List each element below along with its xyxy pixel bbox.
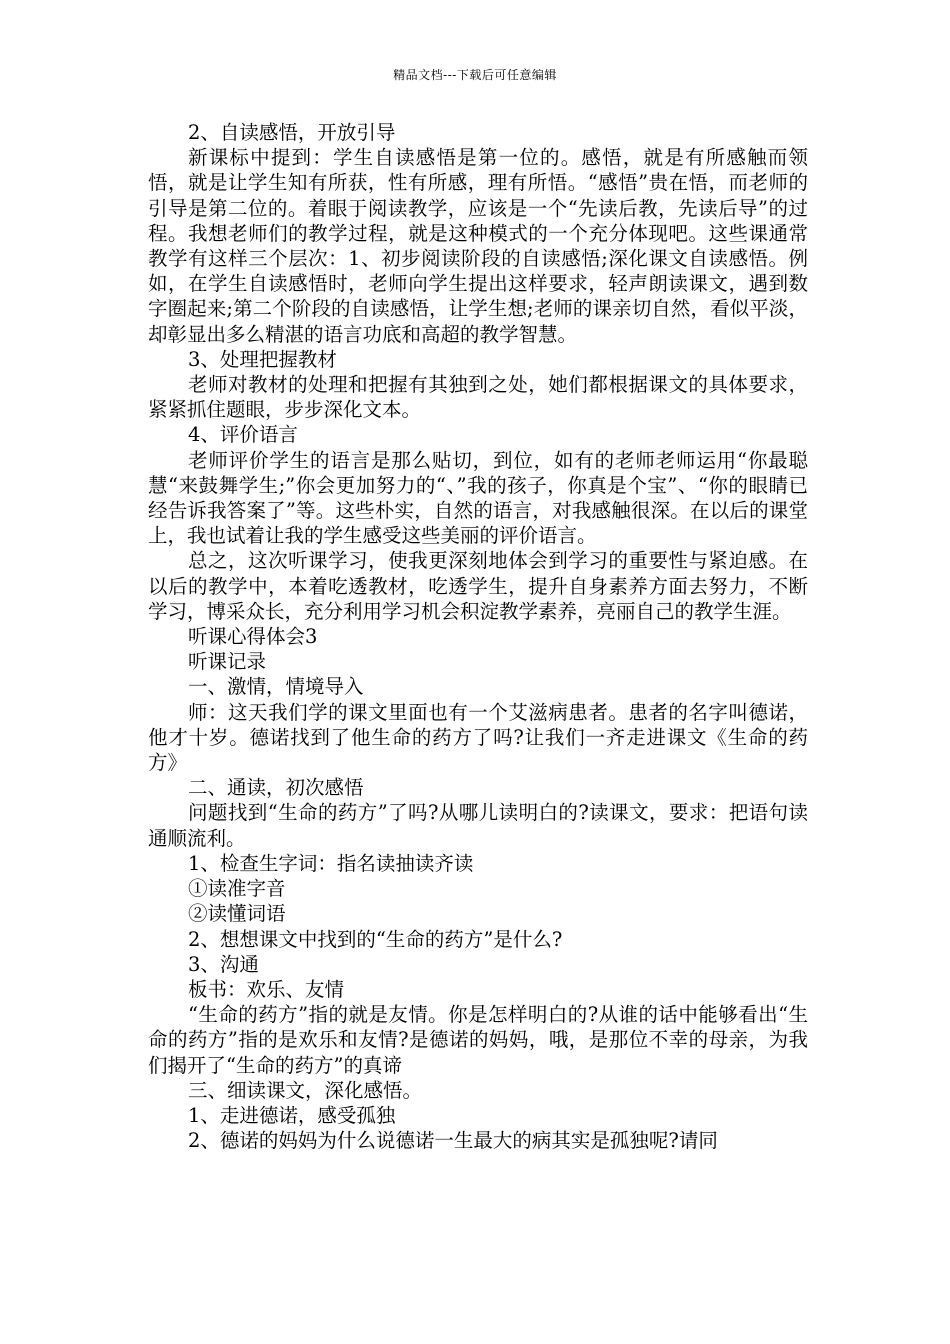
paragraph: 二、通读，初次感悟	[188, 776, 364, 800]
section-title: 听课心得体会3	[188, 625, 318, 649]
paragraph: 老师对教材的处理和把握有其独到之处，她们都根据课文的具体要求，紧紧抓住题眼，步步深化文本。	[148, 373, 808, 422]
paragraph: 听课记录	[188, 650, 267, 674]
page-header: 精品文档---下载后可任意编辑	[393, 68, 557, 82]
paragraph: ①读准字音	[188, 877, 286, 901]
paragraph: 4、评价语言	[188, 423, 298, 447]
paragraph: 师：这天我们学的课文里面也有一个艾滋病患者。患者的名字叫德诺，他才十岁。德诺找到了他生命的药方了吗?让我们一齐走进课文《生命的药方》	[148, 700, 808, 775]
paragraph: 新课标中提到：学生自读感悟是第一位的。感悟，就是有所感触而领悟，就是让学生知有所获，性有所感，理有所悟。“感悟”贵在悟，而老师的引导是第二位的。着眼于阅读教学，应该是一个“先读后教，先读后导”的过程。我想老师们的教学过程，就是这种模式的一个充分体现吧。这些课通常教学有这样三个层次：1、初步阅读阶段的自读感悟;深化课文自读感悟。例如，在学生自读感悟时，老师向学生提出这样要求，轻声朗读课文，遇到数字圈起来;第二个阶段的自读感悟，让学生想;老师的课亲切自然，看似平淡，却彰显出多么精湛的语言功底和高超的教学智慧。	[148, 146, 808, 346]
paragraph: 三、细读课文，深化感悟。	[188, 1078, 423, 1102]
paragraph: 2、想想课文中找到的“生命的药方”是什么?	[188, 927, 563, 951]
paragraph: 一、激情，情境导入	[188, 675, 364, 699]
paragraph: 总之，这次听课学习，使我更深刻地体会到学习的重要性与紧迫感。在以后的教学中，本着吃透教材，吃透学生，提升自身素养方面去努力，不断学习，博采众长，充分利用学习机会积淀教学素养，亮丽自己的教学生涯。	[148, 549, 808, 623]
paragraph: 1、检查生字词：指名读抽读齐读	[188, 851, 474, 875]
paragraph: 3、沟通	[188, 952, 259, 976]
paragraph: “生命的药方”指的就是友情。你是怎样明白的?从谁的话中能够看出“生命的药方”指的是欢乐和友情?是德诺的妈妈，哦，是那位不幸的母亲，为我们揭开了“生命的药方”的真谛	[148, 1003, 808, 1077]
paragraph: 2、德诺的妈妈为什么说德诺一生最大的病其实是孤独呢?请同	[188, 1129, 718, 1153]
paragraph: 3、处理把握教材	[188, 347, 337, 371]
paragraph: 2、自读感悟，开放引导	[188, 121, 396, 144]
paragraph: 问题找到“生命的药方”了吗?从哪儿读明白的?读课文，要求：把语句读通顺流利。	[148, 801, 808, 850]
paragraph: ②读懂词语	[188, 902, 286, 926]
paragraph: 老师评价学生的语言是那么贴切，到位，如有的老师老师运用“你最聪慧“来鼓舞学生;”你会更加努力的“、”我的孩子，你真是个宝”、“你的眼睛已经告诉我答案了”等。这些朴实，自然的语言，对我感触很深。在以后的课堂上，我也试着让我的学生感受这些美丽的评价语言。	[148, 448, 808, 548]
document-body	[148, 120, 808, 1153]
paragraph: 1、走进德诺，感受孤独	[188, 1103, 396, 1127]
paragraph: 板书：欢乐、友情	[188, 977, 345, 1001]
